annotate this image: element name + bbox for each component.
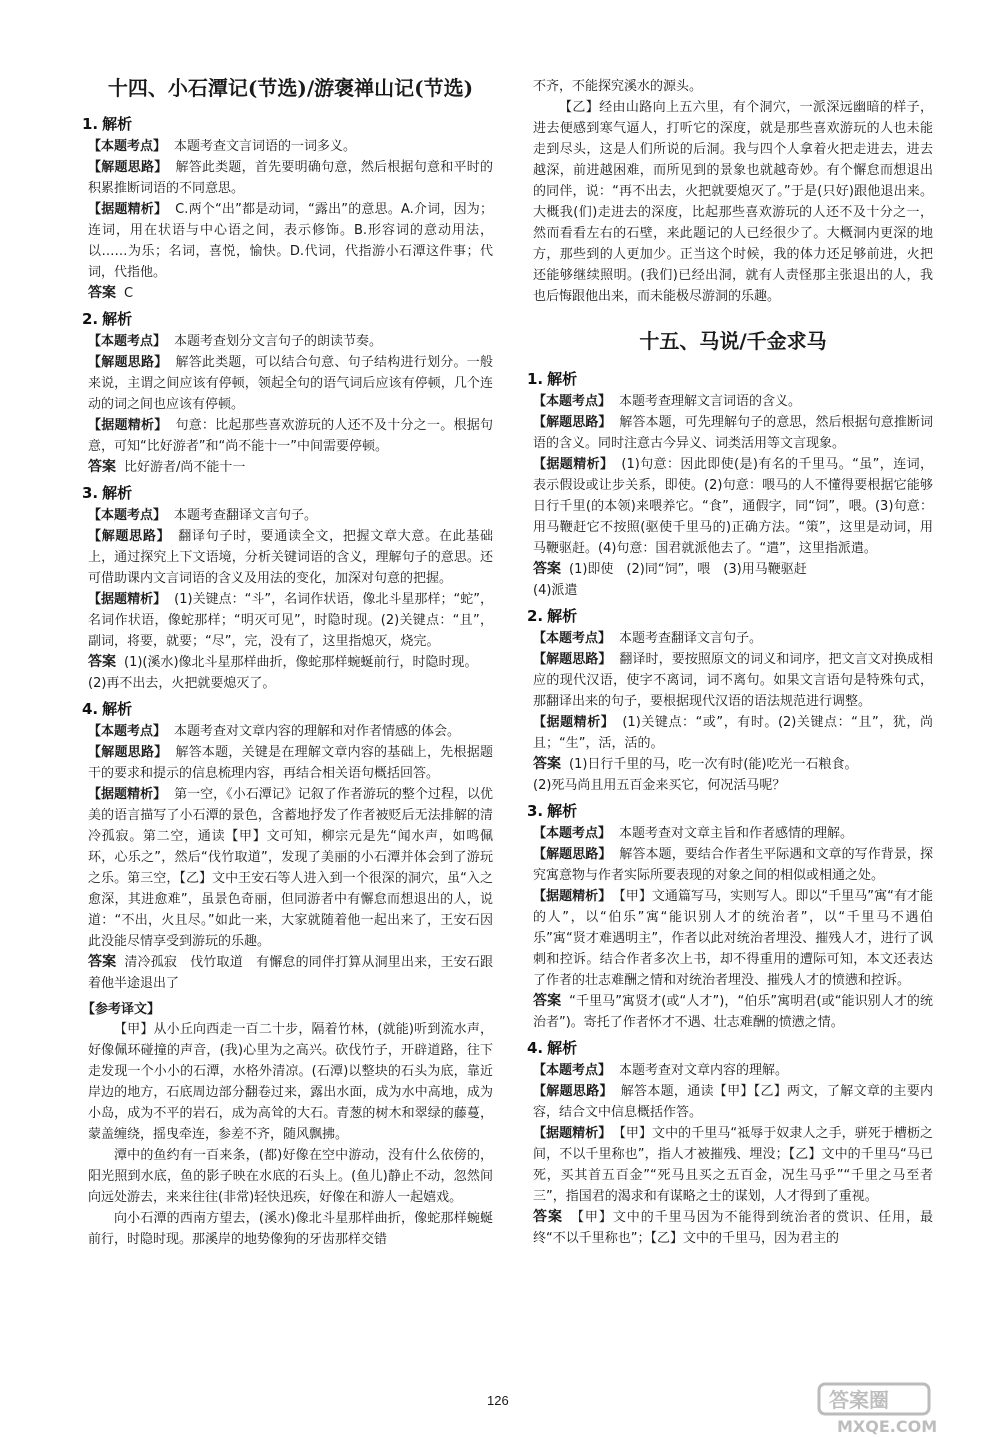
question-header <box>82 698 493 719</box>
analysis-tag: 【解题思路】 <box>88 745 168 760</box>
question-header <box>527 368 933 389</box>
analysis-line <box>88 136 493 157</box>
answer-text: C <box>124 286 134 301</box>
analysis-text: (1)关键点：“或”，有时。(2)关键点：“且”，犹，尚且；“生”，活，活的。 <box>533 715 933 751</box>
analysis-line <box>533 628 933 649</box>
answer-line <box>533 991 933 1033</box>
question-block <box>527 368 933 601</box>
answer-line <box>533 559 933 580</box>
analysis-text: 第一空，《小石潭记》记叙了作者游玩的整个过程，以优美的语言描写了小石潭的景色，含蓄地抒发了作者被贬后无法排解的清冷孤寂。第二空，通读【甲】文可知，柳宗元是先“闻水声，如鸣佩环，心乐之”，然后“伐竹取道”，发现了美丽的小石潭并体会到了游玩之乐。第三空，【乙】文中王安石等人进入到一个很深的洞穴，虽“入之愈深，其进愈难”，虽景色奇丽，但同游者中有懈怠而想退出的人，说道：“不出，火且尽。”如此一来，大家就随着他一起出来了，王安石因此没能尽情享受到游玩的乐趣。 <box>88 787 493 949</box>
question-block <box>82 308 493 478</box>
answer-line <box>88 283 493 304</box>
right-column <box>527 76 933 1253</box>
analysis-line <box>533 844 933 886</box>
answer-line <box>533 1207 933 1249</box>
answer-line <box>88 952 493 994</box>
analysis-line <box>533 1081 933 1123</box>
question-number: 4. <box>527 1039 544 1057</box>
analysis-text: (1)关键点：“斗”，名词作状语，像北斗星那样；“蛇”，名词作状语，像蛇那样；“明灭可见”，时隐时现。(2)关键点：“且”，副词，将要，就要；“尽”，完，没有了，这里指熄灭，烧完。 <box>88 592 493 649</box>
analysis-line <box>88 157 493 199</box>
question-block <box>82 698 493 994</box>
analysis-text: 本题考查文言词语的一词多义。 <box>174 139 357 154</box>
question-block <box>527 800 933 1033</box>
analysis-text: 本题考查翻译文言句子。 <box>174 508 318 523</box>
reference-translation <box>88 1019 493 1250</box>
question-head-label: 解析 <box>547 607 578 625</box>
page-number: 126 <box>487 1393 509 1408</box>
analysis-text: 解答此类题，首先要明确句意，然后根据句意和平时的积累推断词语的不同意思。 <box>88 160 493 196</box>
analysis-tag: 【据题精析】 <box>533 715 615 730</box>
analysis-tag: 【解题思路】 <box>533 847 612 862</box>
analysis-text: (1)句意：因此即使(是)有名的千里马。“虽”，连词，表示假设或让步关系，即使。(2)句意：喂马的人不懂得要根据它能够日行千里(的本领)来喂养它。“食”，通假字，同“饲”，喂。(3)句意：用马鞭赶它不按照(驱使千里马的)正确方法。“策”，这里是动词，用马鞭驱赶。(4)句意：国君就派他去了。“遣”，这里指派遣。 <box>533 457 933 556</box>
question-block <box>82 113 493 304</box>
analysis-line <box>88 526 493 589</box>
answer-extra-line: (2)死马尚且用五百金来买它，何况活马呢？ <box>533 778 786 793</box>
analysis-tag: 【解题思路】 <box>88 160 168 175</box>
analysis-text: 解答本题，可先理解句子的意思，然后根据句意推断词语的含义。同时注意古今异义、词类活用等文言现象。 <box>533 415 933 451</box>
translation-paragraph: 不齐，不能探究溪水的源头。 <box>533 79 703 94</box>
analysis-line <box>533 1123 933 1207</box>
answer-extra-line: (2)再不出去，火把就要熄灭了。 <box>88 676 276 691</box>
analysis-line <box>88 589 493 652</box>
question-block <box>82 482 493 694</box>
analysis-text: 翻译时，要按照原文的词义和词序，把文言文对换成相应的现代汉语，使字不离词，词不离句。如果文言语句是特殊句式，那翻译出来的句子，要根据现代汉语的语法规范进行调整。 <box>533 652 933 709</box>
question-head-label: 解析 <box>102 115 133 133</box>
analysis-line <box>88 331 493 352</box>
analysis-line <box>88 742 493 784</box>
answer-line <box>88 457 493 478</box>
section-title-15: 十五、马说/千金求马 <box>639 329 827 353</box>
analysis-text: 解答本题，关键是在理解文章内容的基础上，先根据题干的要求和提示的信息梳理内容，再结合相关语句概括回答。 <box>88 745 493 781</box>
analysis-text: C.两个“出”都是动词，“露出”的意思。A.介词，因为；连词，用在状语与中心语之间，表示修饰。B.形容词的意动用法，以……为乐；名词，喜悦，愉快。D.代词，代指游小石潭这件事；代词，代指他。 <box>88 202 493 280</box>
analysis-line <box>533 454 933 559</box>
answer-tag: 答案 <box>533 1209 563 1225</box>
analysis-text: 本题考查划分文言句子的朗读节奏。 <box>174 334 383 349</box>
answer-text: 清冷孤寂 伐竹取道 有懈怠的同伴打算从洞里出来，王安石跟着他半途退出了 <box>88 955 493 991</box>
analysis-tag: 【据题精析】 <box>533 457 614 472</box>
analysis-tag: 【本题考点】 <box>533 1063 612 1078</box>
answer-text: (1)即使 (2)同“饲”，喂 (3)用马鞭驱赶 <box>569 562 807 577</box>
analysis-tag: 【本题考点】 <box>88 724 167 739</box>
reference-translation-continued <box>533 76 933 307</box>
analysis-tag: 【本题考点】 <box>533 631 612 646</box>
question-number: 4. <box>82 700 99 718</box>
answer-text: 比好游者/尚不能十一 <box>124 460 246 475</box>
question-number: 2. <box>82 310 99 328</box>
question-number: 2. <box>527 607 544 625</box>
analysis-tag: 【解题思路】 <box>88 529 171 544</box>
analysis-tag: 【据题精析】 <box>533 889 612 904</box>
section-title-14: 十四、小石潭记(节选)/游褒禅山记(节选) <box>107 76 474 100</box>
analysis-tag: 【据题精析】 <box>88 787 167 802</box>
analysis-line <box>533 391 933 412</box>
analysis-line <box>533 412 933 454</box>
answer-tag: 答案 <box>533 993 562 1009</box>
analysis-line <box>88 784 493 952</box>
question-number: 1. <box>527 370 544 388</box>
question-block <box>527 605 933 796</box>
answer-text: 【甲】文中的千里马因为不能得到统治者的赏识、任用，最终“不以千里称也”；【乙】文中的千里马，因为君主的 <box>533 1210 933 1246</box>
answer-tag: 答案 <box>533 561 561 577</box>
question-header <box>527 1037 933 1058</box>
translation-paragraph: 潭中的鱼约有一百来条，(都)好像在空中游动，没有什么依傍的，阳光照到水底，鱼的影子映在水底的石头上。(鱼儿)静止不动，忽然间向远处游去，来来往往(非常)轻快迅疾，好像在和游人一起嬉戏。 <box>88 1148 493 1205</box>
answer-tag: 答案 <box>88 285 116 301</box>
answer-text: (1)日行千里的马，吃一次有时(能)吃光一石粮食。 <box>569 757 858 772</box>
answer-line <box>533 754 933 775</box>
question-header <box>527 605 933 626</box>
analysis-line <box>88 505 493 526</box>
analysis-line <box>533 712 933 754</box>
question-head-label: 解析 <box>547 802 578 820</box>
analysis-line <box>533 1060 933 1081</box>
translation-paragraph: 【甲】从小丘向西走一百二十步，隔着竹林，(就能)听到流水声，好像佩环碰撞的声音，(我)心里为之高兴。砍伐竹子，开辟道路，往下走发现一个小小的石潭，水格外清凉。(石潭)以整块的石头为底，靠近岸边的地方，石底周边部分翻卷过来，露出水面，成为水中高地，成为小岛，成为不平的岩石，成为高耸的大石。青葱的树木和翠绿的藤蔓，蒙盖缠绕，摇曳牵连，参差不齐，随风飘拂。 <box>88 1022 493 1142</box>
answer-text: (1)(溪水)像北斗星那样曲折，像蛇那样蜿蜒前行，时隐时现。 <box>124 655 478 670</box>
analysis-line <box>533 823 933 844</box>
translation-paragraph: 向小石潭的西南方望去，(溪水)像北斗星那样曲折，像蛇那样蜿蜒前行，时隐时现。那溪岸的地势像狗的牙齿那样交错 <box>88 1211 493 1247</box>
question-number: 1. <box>82 115 99 133</box>
answer-line <box>88 652 493 673</box>
watermark-text-bottom: MXQE.COM <box>837 1417 938 1435</box>
question-header <box>82 113 493 134</box>
analysis-tag: 【解题思路】 <box>533 1084 613 1099</box>
answer-tag: 答案 <box>88 654 116 670</box>
analysis-text: 句意：比起那些喜欢游玩的人还不及十分之一。根据句意，可知“比好游者”和“尚不能十一”中间需要停顿。 <box>88 418 493 454</box>
question-head-label: 解析 <box>102 310 133 328</box>
answer-tag: 答案 <box>533 756 561 772</box>
question-block <box>527 1037 933 1249</box>
analysis-text: 解答此类题，可以结合句意、句子结构进行划分。一般来说，主谓之间应该有停顿，领起全句的语气词后应该有停顿，几个连动的词之间也应该有停顿。 <box>88 355 493 412</box>
analysis-line <box>533 649 933 712</box>
question-head-label: 解析 <box>547 1039 578 1057</box>
analysis-text: 解答本题，要结合作者生平际遇和文章的写作背景，探究寓意物与作者实际所要表现的对象之间的相似或相通之处。 <box>533 847 933 883</box>
analysis-tag: 【据题精析】 <box>88 202 168 217</box>
analysis-tag: 【本题考点】 <box>533 826 612 841</box>
analysis-tag: 【据题精析】 <box>88 418 168 433</box>
analysis-text: 解答本题，通读【甲】【乙】两文，了解文章的主要内容，结合文中信息概括作答。 <box>533 1084 933 1120</box>
analysis-tag: 【据题精析】 <box>533 1126 612 1141</box>
analysis-line <box>88 199 493 283</box>
answer-extra-line: (4)派遣 <box>533 583 578 598</box>
left-questions <box>82 113 493 994</box>
analysis-text: 本题考查理解文言词语的含义。 <box>619 394 802 409</box>
question-head-label: 解析 <box>102 484 133 502</box>
analysis-text: 本题考查对文章主旨和作者感情的理解。 <box>619 826 854 841</box>
right-questions <box>527 368 933 1249</box>
analysis-tag: 【据题精析】 <box>88 592 167 607</box>
analysis-tag: 【解题思路】 <box>88 355 168 370</box>
question-number: 3. <box>82 484 99 502</box>
watermark-logo <box>815 1380 995 1435</box>
translation-paragraph: 【乙】经由山路向上五六里，有个洞穴，一派深远幽暗的样子，进去便感到寒气逼人，打听它的深度，就是那些喜欢游玩的人也未能走到尽头，这是人们所说的后洞。我与四个人拿着火把走进去，进去越深，前进越困难，而所见到的景象也就越奇妙。有个懈怠而想退出的同伴，说：“再不出去，火把就要熄灭了。”于是(只好)跟他退出来。大概我(们)走进去的深度，比起那些喜欢游玩的人还不及十分之一，然而看看左右的石壁，来此题记的人已经很少了。大概洞内更深的地方，那些到的人更加少。正当这个时候，我的体力还足够前进，火把还能够继续照明。(我们)已经出洞，就有人责怪那主张退出的人，我也后悔跟他出来，而未能极尽游洞的乐趣。 <box>533 100 933 304</box>
analysis-tag: 【本题考点】 <box>533 394 612 409</box>
analysis-text: 【甲】文中的千里马“祗辱于奴隶人之手，骈死于槽枥之间，不以千里称也”，指人才被摧残、埋没；【乙】文中的千里马“马已死，买其首五百金”“死马且买之五百金，况生马乎”“千里之马至者三”，指国君的渴求和有谋略之士的谋划，人才得到了重视。 <box>533 1126 933 1204</box>
analysis-tag: 【本题考点】 <box>88 139 167 154</box>
question-header <box>82 482 493 503</box>
analysis-text: 本题考查对文章内容的理解和对作者情感的体会。 <box>174 724 461 739</box>
analysis-line <box>88 352 493 415</box>
question-head-label: 解析 <box>547 370 578 388</box>
question-head-label: 解析 <box>102 700 133 718</box>
analysis-tag: 【本题考点】 <box>88 334 167 349</box>
question-header <box>82 308 493 329</box>
analysis-tag: 【解题思路】 <box>533 415 612 430</box>
question-header <box>527 800 933 821</box>
answer-tag: 答案 <box>88 954 117 970</box>
analysis-line <box>88 721 493 742</box>
question-number: 3. <box>527 802 544 820</box>
analysis-text: 翻译句子时，要通读全文，把握文章大意。在此基础上，通过探究上下文语境，分析关键词语的含义，理解句子的意思。还可借助课内文言词语的含义及用法的变化，加深对句意的把握。 <box>88 529 493 586</box>
analysis-tag: 【解题思路】 <box>533 652 612 667</box>
answer-text: “千里马”寓贤才(或“人才”)，“伯乐”寓明君(或“能识别人才的统治者”)。寄托了作者怀才不遇、壮志难酬的愤懑之情。 <box>533 994 933 1030</box>
analysis-text: 【甲】文通篇写马，实则写人。即以“千里马”寓“有才能的人”，以“伯乐”寓“能识别人才的统治者”，以“千里马不遇伯乐”寓“贤才难遇明主”，作者以此对统治者埋没、摧残人才，进行了讽刺和控诉。结合作者多次上书，却不得重用的遭际可知，本文还表达了作者的壮志难酬之情和对统治者埋没、摧残人才的愤懑和控诉。 <box>533 889 933 988</box>
analysis-line <box>88 415 493 457</box>
analysis-tag: 【本题考点】 <box>88 508 167 523</box>
watermark-text-top: 答案圈 <box>829 1388 889 1412</box>
reference-translation-title: 【参考译文】 <box>82 1002 161 1017</box>
left-column <box>82 72 493 1250</box>
analysis-text: 本题考查对文章内容的理解。 <box>619 1063 789 1078</box>
analysis-line <box>533 886 933 991</box>
answer-tag: 答案 <box>88 459 116 475</box>
analysis-text: 本题考查翻译文言句子。 <box>619 631 763 646</box>
